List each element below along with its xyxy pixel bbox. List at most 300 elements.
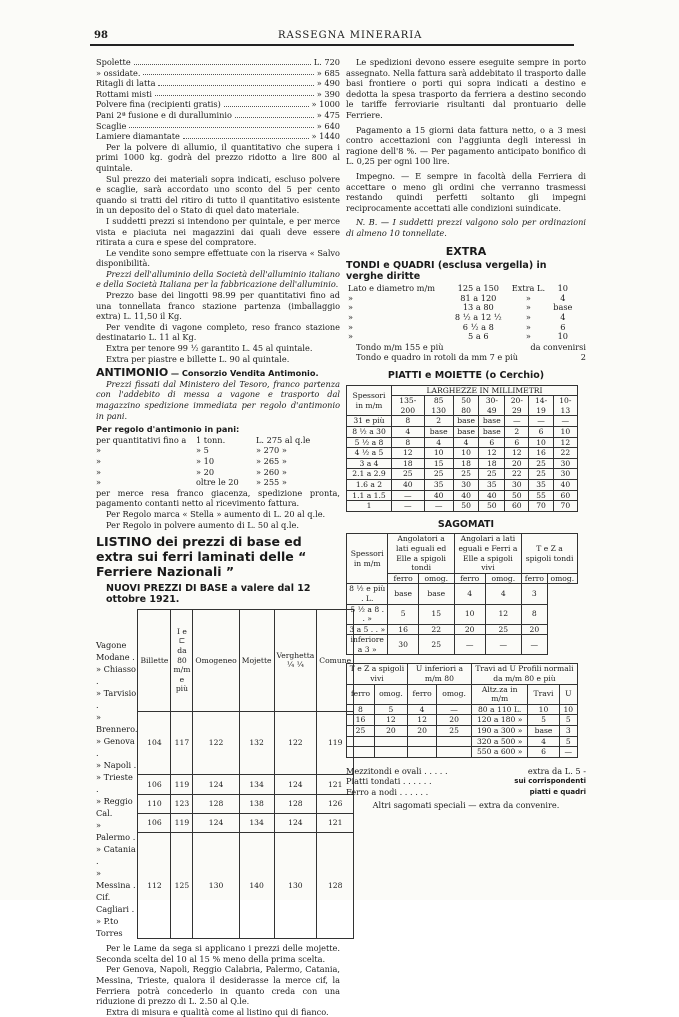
- height-cell: 80 a 110 L.: [471, 704, 528, 715]
- regolo-c: L. 275 al q.le: [256, 434, 311, 445]
- price-cell: 128: [317, 833, 354, 939]
- extra-title: EXTRA: [445, 244, 487, 258]
- tondi-cell: 4: [560, 292, 566, 303]
- table-header: Angolari a lati eguali e Ferri a Elle a spigoli vivi: [454, 534, 521, 573]
- data-cell: —: [553, 416, 577, 427]
- tondi-cell: »: [525, 302, 531, 313]
- extra-note-row: [346, 787, 586, 798]
- regolo-a: per quantitativi fino a: [96, 434, 187, 445]
- price-cell: 134: [239, 775, 274, 794]
- tondi-cell: 10: [557, 331, 569, 342]
- data-cell: 4: [407, 704, 436, 715]
- data-cell: [374, 736, 407, 747]
- price-value: » 685: [316, 67, 340, 78]
- table-row: [347, 479, 578, 490]
- regolo-row: [96, 445, 340, 456]
- data-cell: 50: [453, 501, 479, 512]
- u-cell: —: [559, 747, 577, 758]
- table-row: [347, 437, 578, 448]
- price-value: » 390: [316, 88, 340, 99]
- price-cell: 112: [138, 833, 171, 939]
- station-name: » Chiasso .: [96, 664, 136, 687]
- table-row: [346, 313, 576, 323]
- price-cell: 119: [171, 814, 193, 833]
- table-header: Travi: [528, 684, 559, 704]
- tondi-cell: »: [525, 312, 531, 323]
- data-cell: 20: [437, 715, 472, 726]
- sagomati-table-2: [346, 663, 578, 757]
- section-title: ANTIMONIO: [96, 366, 169, 380]
- paragraph: Prezzo base dei lingotti 98.99 per quantitativi fino ad una tonnellata franco stazione partenza (imballaggio extra) L. 11,50 il Kg.: [96, 290, 340, 322]
- data-cell: 10: [454, 604, 485, 624]
- table-row: [347, 501, 578, 512]
- data-cell: 15: [418, 604, 454, 624]
- data-cell: 8: [392, 416, 425, 427]
- aluminium-price-list: [96, 57, 340, 142]
- data-cell: 12: [553, 437, 577, 448]
- price-cell: 117: [171, 711, 193, 775]
- data-cell: 5: [374, 704, 407, 715]
- data-cell: [407, 736, 436, 747]
- height-cell: 320 a 500 »: [471, 736, 528, 747]
- price-dots: [183, 131, 309, 139]
- table-header: 50 80: [453, 396, 479, 416]
- data-cell: 70: [529, 501, 553, 512]
- tondo-value: 2: [580, 352, 586, 363]
- table-row: [138, 711, 354, 775]
- price-cell: 106: [138, 775, 171, 794]
- data-cell: 12: [407, 715, 436, 726]
- data-cell: 4: [424, 437, 453, 448]
- travi-cell: 6: [528, 747, 559, 758]
- piatti-table: [346, 385, 578, 512]
- table-row: [347, 736, 578, 747]
- data-cell: base: [479, 416, 505, 427]
- tondi-cell: 6: [560, 321, 566, 332]
- table-header: ferro: [407, 684, 436, 704]
- data-cell: 40: [479, 490, 505, 501]
- regolo-a: »: [96, 445, 102, 456]
- tondi-cell: »: [348, 302, 354, 313]
- price-cell: 123: [171, 794, 193, 813]
- paragraph: Per la polvere di allumio, il quantitativo che supera i primi 1000 kg. godrà del prezzo ridotto a lire 800 al quintale.: [96, 141, 340, 173]
- data-cell: 15: [424, 458, 453, 469]
- price-cell: 124: [274, 814, 317, 833]
- data-cell: 25: [485, 624, 522, 635]
- data-cell: 25: [529, 458, 553, 469]
- row-label: 1.6 a 2: [347, 479, 392, 490]
- data-cell: 12: [374, 715, 407, 726]
- note-value: extra da L. 5 -: [527, 765, 586, 776]
- regolo-a: »: [96, 466, 102, 477]
- regolo-c: » 270 »: [256, 445, 287, 456]
- table-row: [138, 833, 354, 939]
- data-cell: [374, 747, 407, 758]
- data-cell: 16: [388, 624, 418, 635]
- regolo-a: »: [96, 477, 102, 488]
- price-cell: 121: [317, 814, 354, 833]
- nuovi-prezzi-title: NUOVI PREZZI DI BASE a valere dal 12 ottobre 1921.: [106, 583, 311, 606]
- paragraph: Prezzi dell'alluminio della Società dell'alluminio italiano e della Società Italiana per la fabbricazione dell'alluminio.: [96, 268, 340, 290]
- row-label: 31 e più: [347, 416, 392, 427]
- paragraph: Per le Lame da sega si applicano i prezzi delle mojette. Seconda scelta del 10 al 15 % meno della prima scelta.: [96, 943, 340, 964]
- table-header: ferro: [522, 573, 548, 584]
- table-row: [138, 794, 354, 813]
- tondo-row: [346, 342, 586, 353]
- table-header: omog.: [418, 573, 454, 584]
- price-row: [96, 110, 340, 121]
- data-cell: 6: [529, 427, 553, 438]
- table-header: omog.: [374, 684, 407, 704]
- row-label: 3 a 4: [347, 458, 392, 469]
- price-value: » 475: [316, 109, 340, 120]
- data-cell: 8: [347, 704, 375, 715]
- station-name: » Catania .: [96, 844, 136, 867]
- tondi-cell: base: [553, 302, 573, 313]
- station-name: » Reggio Cal.: [96, 796, 133, 819]
- table-row: [347, 726, 578, 737]
- height-cell: 190 a 300 »: [471, 726, 528, 737]
- price-cell: 130: [274, 833, 317, 939]
- row-label: inferiore a 3 »: [347, 635, 388, 655]
- data-cell: 30: [553, 469, 577, 480]
- table-row: [347, 458, 578, 469]
- data-cell: 40: [424, 490, 453, 501]
- price-dots: [158, 78, 313, 86]
- data-cell: 35: [479, 479, 505, 490]
- travi-cell: 4: [528, 736, 559, 747]
- table-row: [347, 635, 578, 655]
- regolo-list: [96, 435, 340, 488]
- table-row: [347, 604, 578, 624]
- data-cell: 4: [392, 427, 425, 438]
- paragraph: Per Genova, Napoli, Reggio Calabria, Palermo, Catania, Messina, Trieste, qualora il desiderasse la merce cif, la Ferriera potrà concederlo in quanto creda con una riduzione di prezzo di L. 2.50 al Q.le.: [96, 964, 340, 1007]
- data-cell: 70: [553, 501, 577, 512]
- table-header: Travi ad U Profili normali da m/m 80 e più: [471, 664, 577, 684]
- regolo-c: » 255 »: [256, 477, 287, 488]
- data-cell: —: [454, 635, 485, 655]
- tondo-label: Tondo m/m 155 e più: [356, 341, 444, 352]
- regolo-row: [96, 477, 340, 488]
- regolo-b: oltre le 20: [196, 477, 239, 488]
- regolo-c: » 265 »: [256, 455, 287, 466]
- regolo-row: [96, 467, 340, 478]
- tondo-label: Tondo e quadro in rotoli da mm 7 e più: [356, 352, 518, 363]
- data-cell: 10: [529, 437, 553, 448]
- price-cell: 122: [193, 711, 239, 775]
- section-subtitle: — Consorzio Vendita Antimonio.: [170, 368, 319, 379]
- table-header: 20-29: [505, 396, 529, 416]
- price-row: [96, 99, 340, 110]
- row-label: 8 ½ a 30: [347, 427, 392, 438]
- table-header: 14-19: [529, 396, 553, 416]
- note-label: Piatti tondati . . . . . .: [346, 776, 432, 787]
- table-header: Altz.za in m/m: [471, 684, 528, 704]
- price-cell: 134: [239, 814, 274, 833]
- price-value: » 640: [316, 120, 340, 131]
- data-cell: 10: [453, 448, 479, 459]
- sagomati-table: [346, 533, 578, 655]
- table-header: U: [559, 684, 577, 704]
- paragraph: Extra di misura e qualità come al listino qui di fianco.: [106, 1006, 329, 1017]
- data-cell: —: [522, 635, 548, 655]
- price-cell: 124: [193, 814, 239, 833]
- data-cell: 12: [485, 604, 522, 624]
- data-cell: 25: [392, 469, 425, 480]
- u-cell: 5: [559, 736, 577, 747]
- note-label: Mezzitondi e ovali . . . . .: [346, 765, 448, 776]
- price-cell: 124: [274, 775, 317, 794]
- tondi-cell: 81 a 120: [460, 292, 497, 303]
- row-label: 1.1 a 1.5: [347, 490, 392, 501]
- data-cell: 60: [505, 501, 529, 512]
- price-label: Lamiere diamantate: [96, 131, 180, 142]
- tondi-cell: 10: [557, 283, 569, 294]
- journal-title: RASSEGNA MINERARIA: [278, 30, 423, 41]
- data-cell: [407, 747, 436, 758]
- tondo-row: [346, 352, 586, 363]
- table-header: Mojette: [239, 610, 274, 711]
- data-cell: 50: [505, 490, 529, 501]
- table-row: [347, 416, 578, 427]
- table-header: I e ⊏ da 80 m/m e più: [171, 610, 193, 711]
- page-number: 98: [94, 30, 108, 41]
- price-row: [96, 89, 340, 100]
- row-label: 4 ½ a 5: [347, 448, 392, 459]
- data-cell: 12: [392, 448, 425, 459]
- table-row: [138, 775, 354, 794]
- table-row: [347, 427, 578, 438]
- price-cell: 132: [239, 711, 274, 775]
- table-row: [347, 747, 578, 758]
- table-header: 85 130: [424, 396, 453, 416]
- data-cell: 30: [505, 479, 529, 490]
- price-cell: 119: [171, 775, 193, 794]
- note-value: sui corrispondenti: [514, 777, 586, 786]
- data-cell: 22: [505, 469, 529, 480]
- travi-cell: base: [528, 726, 559, 737]
- data-cell: —: [424, 501, 453, 512]
- price-cell: 119: [317, 711, 354, 775]
- station-name: » Tarvisio .: [96, 688, 137, 711]
- data-cell: 12: [505, 448, 529, 459]
- table-header: Angolatori a lati eguali ed Elle a spigoli tondi: [388, 534, 454, 573]
- data-cell: 55: [529, 490, 553, 501]
- listino-title: LISTINO dei prezzi di base ed extra sui ferri laminati delle “ Ferriere Nazionali ”: [96, 534, 307, 580]
- header-rule: [90, 44, 574, 46]
- price-cell: 128: [274, 794, 317, 813]
- price-cell: 124: [193, 775, 239, 794]
- station-name: » Genova .: [96, 736, 135, 759]
- data-cell: base: [479, 427, 505, 438]
- price-label: Scaglie: [96, 120, 127, 131]
- price-label: Rottami misti: [96, 88, 153, 99]
- page-header: [92, 30, 572, 44]
- station-name: » P.to Torres: [96, 916, 123, 939]
- paragraph: Le spedizioni devono essere eseguite sempre in porto assegnato. Nella fattura sarà addebitato il trasporto dalle basi frontiere o porti qui sopra indicati a destino e dedotta la spesa trasporto da ferriera a destino secondo le tariffe ferroviarie risultanti dal prontuario delle Ferriere.: [346, 57, 586, 120]
- regolo-b: 1 tonn.: [196, 434, 226, 445]
- data-cell: 20: [454, 624, 485, 635]
- paragraph: Per Regolo in polvere aumento di L. 50 al q.le.: [106, 519, 299, 530]
- data-cell: 30: [553, 458, 577, 469]
- data-cell: —: [392, 501, 425, 512]
- piatti-title: PIATTI e MOIETTE (o Cerchio): [387, 370, 545, 382]
- paragraph: I suddetti prezzi si intendono per quintale, e per merce vista e piaciuta nei magazzini dai quali deve essere ritirata a cura e spese del compratore.: [96, 215, 340, 248]
- table-row: [347, 624, 578, 635]
- travi-cell: 5: [528, 715, 559, 726]
- extra-notes: [346, 766, 586, 798]
- u-cell: 10: [559, 704, 577, 715]
- table-header: 135-200: [392, 396, 425, 416]
- row-label: 3 a 5 . . »: [347, 624, 388, 635]
- data-cell: 40: [553, 479, 577, 490]
- data-cell: 25: [437, 726, 472, 737]
- tondi-cell: »: [525, 321, 531, 332]
- data-cell: 8: [392, 437, 425, 448]
- price-cell: 126: [317, 794, 354, 813]
- price-row: [96, 68, 340, 79]
- table-row: [346, 332, 576, 342]
- paragraph: Extra per piastre e billette L. 90 al quintale.: [106, 353, 290, 364]
- table-header: ferro: [454, 573, 485, 584]
- data-cell: 12: [479, 448, 505, 459]
- height-cell: 550 a 600 »: [471, 747, 528, 758]
- tondi-cell: 4: [560, 312, 566, 323]
- note-value: piatti e quadri: [529, 788, 586, 796]
- price-label: Pani 2ª fusione e di duralluminio: [96, 109, 232, 120]
- data-cell: [437, 747, 472, 758]
- tondo-value: da convenirsi: [530, 341, 586, 352]
- tondi-cell: »: [348, 312, 354, 323]
- data-cell: 20: [374, 726, 407, 737]
- table-header: LARGHEZZE IN MILLIMETRI: [392, 385, 578, 396]
- station-price-block: [96, 609, 352, 939]
- row-label: 5 ½ a 8: [347, 437, 392, 448]
- tondi-cell: 5 a 6: [468, 331, 489, 342]
- base-price-table: [137, 609, 354, 939]
- regolo-title: Per regolo d'antimonio in pani:: [96, 424, 240, 435]
- data-cell: 10: [553, 427, 577, 438]
- tondi-cell: Extra L.: [511, 283, 546, 294]
- paragraph: Extra per tenore 99 ½ garantito L. 45 al quintale.: [106, 343, 313, 354]
- data-cell: 25: [347, 726, 375, 737]
- row-label: 2.1 a 2.9: [347, 469, 392, 480]
- price-row: [96, 131, 340, 142]
- station-name: » Messina .: [96, 868, 136, 891]
- table-header: Billette: [138, 610, 171, 711]
- data-cell: 8: [522, 604, 548, 624]
- data-cell: 20: [522, 624, 548, 635]
- data-cell: 6: [505, 437, 529, 448]
- data-cell: 18: [479, 458, 505, 469]
- data-cell: 22: [418, 624, 454, 635]
- price-row: [96, 57, 340, 68]
- data-cell: 35: [529, 479, 553, 490]
- station-name: Cif. Cagliari .: [96, 892, 135, 915]
- data-cell: 20: [407, 726, 436, 737]
- paragraph: Per vendite di vagone completo, reso franco stazione destinatario L. 11 al Kg.: [96, 321, 340, 343]
- price-cell: 106: [138, 814, 171, 833]
- table-header: ferro: [388, 573, 418, 584]
- sagomati-title: SAGOMATI: [437, 518, 495, 530]
- paragraph: Pagamento a 15 giorni data fattura netto, o a 3 mesi contro accettazioni con l'aggiunta degli interessi in ragione dell'8 %. — Per pagamento anticipato bonifico di L. 0,25 per ogni 100 lire.: [346, 124, 586, 167]
- tondi-cell: »: [525, 292, 531, 303]
- table-header: 10-13: [553, 396, 577, 416]
- last-note: Altri sagomati speciali — extra da convenire.: [372, 799, 560, 810]
- data-cell: [437, 736, 472, 747]
- data-cell: 25: [453, 469, 479, 480]
- tondi-cell: 6 ½ a 8: [462, 321, 494, 332]
- regolo-row: [96, 456, 340, 467]
- paragraph: Per Regolo marca « Stella » aumento di L. 20 al q.le.: [106, 508, 326, 519]
- table-header: T e Z a spigoli vivi: [347, 664, 408, 684]
- price-row: [96, 78, 340, 89]
- data-cell: 5: [388, 604, 418, 624]
- table-header: ferro: [347, 684, 375, 704]
- data-cell: —: [392, 490, 425, 501]
- paragraph: Prezzi fissati dal Ministero del Tesoro, franco partenza con l'addebito di messa a vagone e trasporto dal magazzino spedizione immediata per regolo d'antimonio in pani.: [96, 378, 340, 421]
- station-name: » Napoli .: [96, 760, 137, 771]
- regolo-c: » 260 »: [256, 466, 287, 477]
- table-row: [346, 323, 576, 333]
- data-cell: 25: [479, 469, 505, 480]
- tondi-cell: »: [348, 331, 354, 342]
- table-row: [347, 490, 578, 501]
- tondi-cell: 13 a 80: [462, 302, 494, 313]
- data-cell: base: [453, 416, 479, 427]
- tondi-cell: 8 ½ a 12 ½: [454, 312, 502, 323]
- table-header: U inferiori a m/m 80: [407, 664, 471, 684]
- price-dots: [129, 121, 313, 129]
- table-row: [347, 448, 578, 459]
- data-cell: 50: [479, 501, 505, 512]
- data-cell: 40: [392, 479, 425, 490]
- regolo-b: » 20: [196, 466, 215, 477]
- data-cell: —: [485, 635, 522, 655]
- table-header: Spessori in m/m: [347, 385, 392, 416]
- paragraph: N. B. — I suddetti prezzi valgono solo per ordinazioni di almeno 10 tonnellate.: [346, 217, 586, 238]
- data-cell: 22: [553, 448, 577, 459]
- price-cell: 104: [138, 711, 171, 775]
- table-header: Comune: [317, 610, 354, 711]
- tondi-cell: 125 a 150: [457, 283, 499, 294]
- data-cell: 18: [392, 458, 425, 469]
- paragraph: Impegno. — E sempre in facoltà della Ferriera di accettare o meno gli ordini che verranno trasmessi restando quindi perfetti soltanto gli impegni reciprocamente accettati alle condizioni suindicate.: [346, 170, 586, 213]
- row-label: 5 ½ a 8 . . »: [347, 604, 388, 624]
- row-label: 8 ½ e più . L.: [347, 584, 388, 604]
- price-cell: 125: [171, 833, 193, 939]
- data-cell: base: [424, 427, 453, 438]
- data-cell: 3: [522, 584, 548, 604]
- data-cell: 4: [454, 584, 485, 604]
- data-cell: —: [529, 416, 553, 427]
- data-cell: 30: [453, 479, 479, 490]
- table-header: Verghetta ¼ ¼: [274, 610, 317, 711]
- left-column: [96, 57, 352, 1017]
- station-name: Vagone Modane .: [96, 640, 135, 663]
- table-header: omog.: [485, 573, 522, 584]
- tondi-title: TONDI e QUADRI (esclusa vergella) in verghe diritte: [346, 260, 547, 282]
- data-cell: base: [453, 427, 479, 438]
- tondi-cell: Lato e diametro m/m: [348, 283, 435, 294]
- data-cell: 35: [424, 479, 453, 490]
- data-cell: 2: [424, 416, 453, 427]
- regolo-row: [96, 435, 340, 446]
- table-row: [347, 584, 578, 604]
- regolo-a: »: [96, 455, 102, 466]
- table-header: Spessori in m/m: [347, 534, 388, 584]
- data-cell: base: [418, 584, 454, 604]
